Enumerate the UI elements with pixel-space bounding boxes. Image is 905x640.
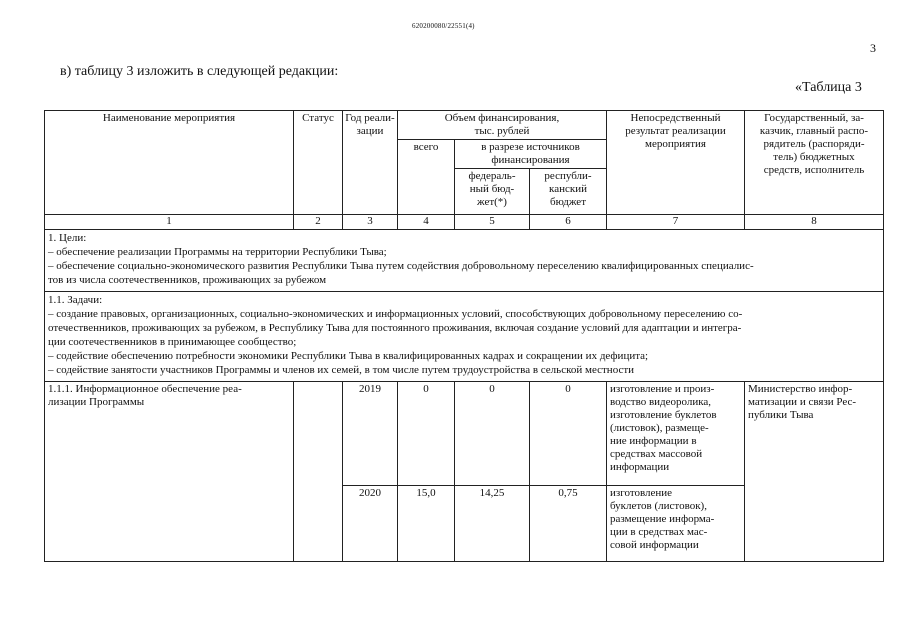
goals-line: тов из числа соотечественников, проживающих за рубежом <box>48 274 327 286</box>
header-name: Наименование мероприятия <box>44 110 294 215</box>
row-2019-total: 0 <box>397 381 455 486</box>
row-2019-year: 2019 <box>342 381 398 486</box>
col-num-8: 8 <box>744 214 884 230</box>
activity-status <box>293 381 343 562</box>
row-2020-result: изготовление буклетов (листовок), размещение информа- ции в средствах мас- совой информации <box>606 485 745 562</box>
col-num-1: 1 <box>44 214 294 230</box>
goals-section <box>44 229 884 292</box>
page-number: 3 <box>870 41 876 55</box>
header-federal: федераль- ный бюд- жет(*) <box>454 168 530 215</box>
col-num-5: 5 <box>454 214 530 230</box>
program-table <box>44 110 884 562</box>
tasks-line: – содействие занятости участников Программы и членов их семей, в том числе путем трудоустройства в сельской местности <box>48 364 635 376</box>
activity-customer: Министерство инфор- матизации и связи Рес- публики Тыва <box>744 381 884 562</box>
header-total: всего <box>397 139 455 215</box>
row-2020-year: 2020 <box>342 485 398 562</box>
header-status: Статус <box>293 110 343 215</box>
tasks-line: ции соотечественников в принимающее сообщество; <box>48 336 297 348</box>
tasks-line: – содействие обеспечению потребности экономики Республики Тыва в квалифицированных кадрах и сокращении их дефицита; <box>48 350 649 362</box>
row-2020-federal: 14,25 <box>454 485 530 562</box>
row-2019-republic: 0 <box>529 381 607 486</box>
col-num-6: 6 <box>529 214 607 230</box>
goals-line: – обеспечение реализации Программы на территории Республики Тыва; <box>48 246 387 258</box>
goals-line: – обеспечение социально-экономического развития Республики Тыва путем содействия добровольному переселению квалифицированных специалис- <box>48 260 754 272</box>
row-2019-result: изготовление и произ- водство видеоролика, изготовление буклетов (листовок), размеще- ние информации в средствах массовой информации <box>606 381 745 486</box>
col-num-4: 4 <box>397 214 455 230</box>
intro-text: в) таблицу 3 изложить в следующей редакции: <box>60 64 339 79</box>
row-2020-total: 15,0 <box>397 485 455 562</box>
activity-name: 1.1.1. Информационное обеспечение реа- лизации Программы <box>44 381 294 562</box>
row-2020-republic: 0,75 <box>529 485 607 562</box>
header-republic: республи- канский бюджет <box>529 168 607 215</box>
table-label: «Таблица 3 <box>795 80 862 95</box>
document-id: 620200080/22551(4) <box>412 22 475 30</box>
row-2019-federal: 0 <box>454 381 530 486</box>
header-year: Год реали- зации <box>342 110 398 215</box>
col-num-3: 3 <box>342 214 398 230</box>
tasks-line: – создание правовых, организационных, социально-экономических и информационных условий, способствующих добровольному переселению со- <box>48 308 743 320</box>
header-result: Непосредственный результат реализации мероприятия <box>606 110 745 215</box>
header-customer: Государственный, за- казчик, главный распо- рядитель (распоряди- тель) бюджетных средств, исполнитель <box>744 110 884 215</box>
header-finance: Объем финансирования, тыс. рублей <box>397 110 607 140</box>
tasks-line: 1.1. Задачи: <box>48 294 103 306</box>
tasks-line: отечественников, проживающих за рубежом, в Республику Тыва для постоянного проживания, включая создание условий для адаптации и интегра- <box>48 322 742 334</box>
col-num-7: 7 <box>606 214 745 230</box>
header-sources: в разрезе источников финансирования <box>454 139 607 169</box>
tasks-section <box>44 291 884 382</box>
goals-line: 1. Цели: <box>48 232 87 244</box>
col-num-2: 2 <box>293 214 343 230</box>
